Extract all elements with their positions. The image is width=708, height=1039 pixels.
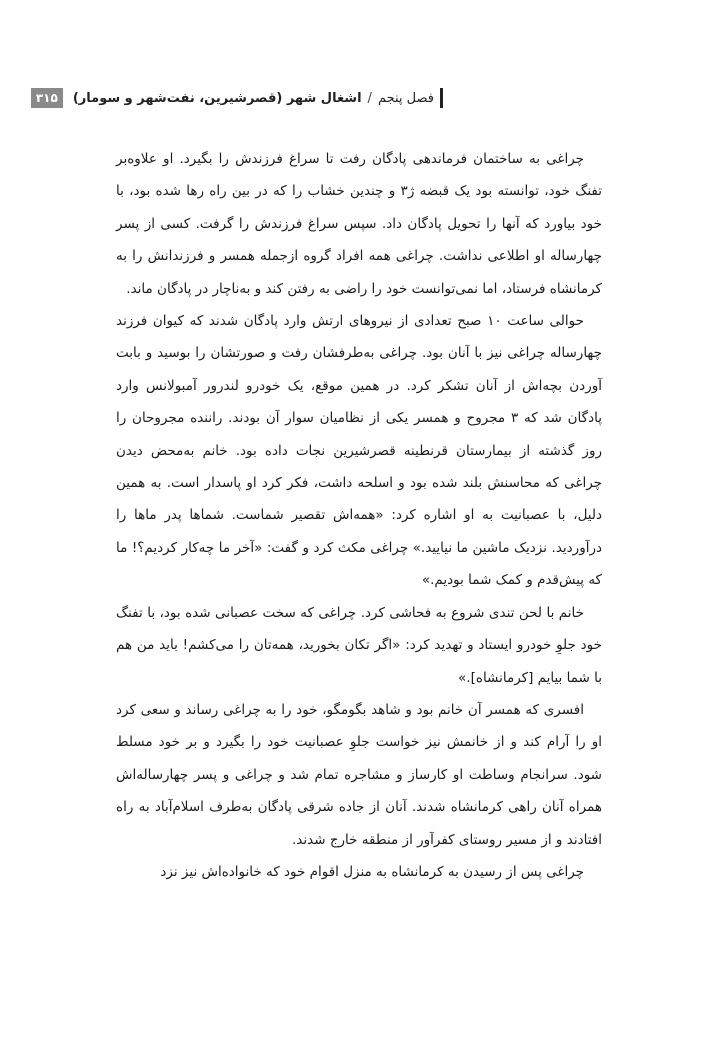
header-rule [440, 88, 443, 108]
header-separator: / [367, 90, 372, 106]
paragraph: چراغی به ساختمان فرماندهی پادگان رفت تا سراغ فرزندش را بگیرد. او علاوه‌بر تفنگ خود، توانسته بود یک قبضه ژ۳ و چندین خشاب را که در بین راه رها شده بود، با خود بیاورد که آنها را تحویل پادگان داد. سپس سراغ فرزندش را گرفت. کسی از پسر چهارساله او اطلاعی نداشت. چراغی همه افراد گروه ازجمله همسر و فرزندانش را به کرمانشاه فرستاد، اما نمی‌توانست خود را راضی به رفتن کند و به‌ناچار در پادگان ماند. [116, 151, 602, 297]
header-title: اشغال شهر (قصرشیرین، نفت‌شهر و سومار) [72, 90, 362, 106]
paragraph: چراغی پس از رسیدن به کرمانشاه به منزل اقوام خود که خانواده‌اش نیز نزد [160, 863, 584, 880]
running-header [35, 86, 443, 110]
paragraph: حوالی ساعت ۱۰ صبح تعدادی از نیروهای ارتش وارد پادگان شدند که کیوان فرزند چهارساله چراغی نیز با آنان بود. چراغی به‌طرفشان رفت و صورتشان را بوسید و بابت آوردن بچه‌اش از آنان تشکر کرد. در همین موقع، یک خودرو لندرور آمبولانس وارد پادگان شد که ۳ مجروح و همسر یکی از نظامیان سوار آن بودند. راننده مجروحان را روز گذشته از بیمارستان قرنطینه قصرشیرین نجات داده بود. خانم به‌محض دیدن چراغی که محاسنش بلند شده بود و اسلحه داشت، فکر کرد او پاسدار است. به همین دلیل، با عصبانیت به او اشاره کرد: «همه‌اش تقصیر شماست. شماها پدر ماها را درآوردید. نزدیک ماشین ما نیایید.» چراغی مکث کرد و گفت: «آخر ما چه‌کار کردیم؟! ما که پیش‌قدم و کمک شما بودیم.» [116, 313, 602, 589]
paragraph: افسری که همسر آن خانم بود و شاهد بگومگو، خود را به چراغی رساند و سعی کرد او را آرام کند و از خانمش نیز خواست جلوِ عصبانیت خود را بگیرد و بر خود مسلط شود. سرانجام وساطت او کارساز و مشاجره تمام شد و چراغی و پسر چهارساله‌اش همراه آنان راهی کرمانشاه شدند. آنان از جاده شرقی پادگان به‌طرف اسلام‌آباد به راه افتادند و از مسیر روستای کفرآور از منطقه خارج شدند. [116, 701, 602, 848]
body-text [116, 143, 602, 888]
page-number: ۳۱۵ [31, 88, 63, 108]
header-chapter: فصل پنجم [377, 90, 434, 106]
paragraph: خانم با لحن تندی شروع به فحاشی کرد. چراغی که سخت عصبانی شده بود، با تفنگ خود جلوِ خودرو ایستاد و تهدید کرد: «اگر تکان بخورید، همه‌تان را می‌کشم! باید من هم با شما بیایم [کرمانشاه].» [116, 604, 602, 686]
